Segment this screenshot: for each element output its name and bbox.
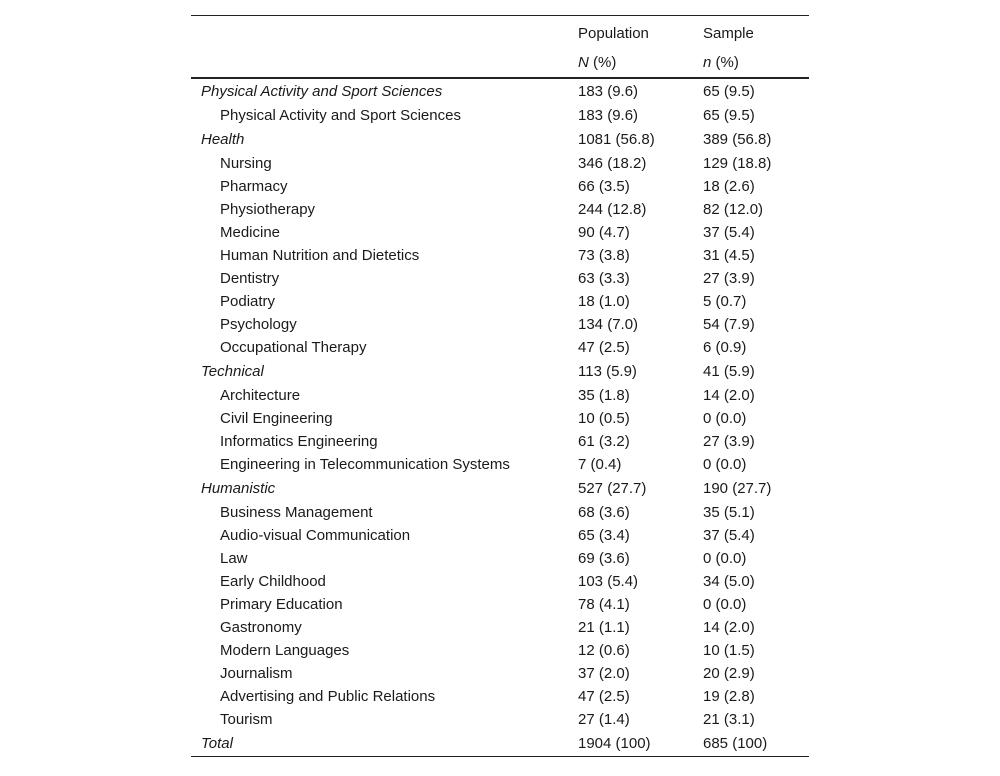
row-label: Tourism (220, 711, 273, 728)
row-sample: 20 (2.9) (703, 665, 755, 682)
row-population: 47 (2.5) (578, 688, 630, 705)
row-population: 90 (4.7) (578, 224, 630, 241)
row-label: Journalism (220, 665, 293, 682)
row-label: Physical Activity and Sport Sciences (220, 107, 461, 124)
row-population: 68 (3.6) (578, 504, 630, 521)
row-sample: 35 (5.1) (703, 504, 755, 521)
total-population: 1904 (100) (568, 731, 693, 757)
table-row (191, 616, 809, 639)
row-label: Early Childhood (220, 573, 326, 590)
header-sample: Sample (703, 24, 754, 42)
table-row (191, 313, 809, 336)
table-row (191, 152, 809, 175)
sample-percent-label: (%) (711, 54, 739, 71)
group-population: 1081 (56.8) (578, 131, 655, 148)
population-n-symbol: N (578, 54, 589, 71)
row-label: Human Nutrition and Dietetics (220, 247, 420, 264)
group-sample: 190 (27.7) (703, 480, 772, 497)
row-label: Pharmacy (220, 178, 288, 195)
group-label: Technical (201, 363, 264, 380)
header-empty-cell (191, 48, 568, 78)
row-sample: 14 (2.0) (703, 619, 755, 636)
table-row (191, 524, 809, 547)
group-label: Health (201, 131, 245, 148)
table-row (191, 685, 809, 708)
row-population: 35 (1.8) (578, 387, 630, 404)
group-row (191, 359, 809, 384)
row-population: 21 (1.1) (578, 619, 630, 636)
table-body (191, 78, 809, 757)
table-row (191, 221, 809, 244)
table-row (191, 175, 809, 198)
row-sample: 27 (3.9) (703, 270, 755, 287)
row-population: 244 (12.8) (578, 201, 647, 218)
row-population: 47 (2.5) (578, 339, 630, 356)
total-label: Total (191, 731, 568, 757)
table-row (191, 501, 809, 524)
total-sample: 685 (100) (693, 731, 809, 757)
row-population: 10 (0.5) (578, 410, 630, 427)
row-label: Informatics Engineering (220, 433, 378, 450)
row-population: 18 (1.0) (578, 293, 630, 310)
row-sample: 82 (12.0) (703, 201, 764, 218)
row-sample: 65 (9.5) (703, 107, 755, 124)
group-sample: 41 (5.9) (703, 363, 755, 380)
row-sample: 37 (5.4) (703, 224, 755, 241)
table-row (191, 593, 809, 616)
table-row (191, 430, 809, 453)
table-row (191, 570, 809, 593)
row-sample: 27 (3.9) (703, 433, 755, 450)
row-sample: 129 (18.8) (703, 155, 772, 172)
row-sample: 0 (0.0) (703, 596, 747, 613)
population-sample-table (191, 15, 809, 757)
table-row (191, 453, 809, 476)
row-sample: 18 (2.6) (703, 178, 755, 195)
table-row (191, 336, 809, 359)
row-population: 78 (4.1) (578, 596, 630, 613)
row-population: 134 (7.0) (578, 316, 639, 333)
header-row (191, 16, 809, 49)
row-sample: 21 (3.1) (703, 711, 755, 728)
table-row (191, 708, 809, 731)
population-percent-label: (%) (588, 54, 617, 71)
row-label: Civil Engineering (220, 410, 333, 427)
row-label: Psychology (220, 316, 297, 333)
row-label: Architecture (220, 387, 301, 404)
group-sample: 389 (56.8) (703, 131, 772, 148)
group-label: Physical Activity and Sport Sciences (201, 83, 443, 100)
table-header (191, 16, 809, 79)
group-population: 527 (27.7) (578, 480, 647, 497)
row-label: Engineering in Telecommunication Systems (220, 456, 510, 473)
row-population: 346 (18.2) (578, 155, 647, 172)
header-empty-cell (191, 16, 568, 49)
row-sample: 14 (2.0) (703, 387, 755, 404)
row-population: 103 (5.4) (578, 573, 639, 590)
row-sample: 6 (0.9) (703, 339, 747, 356)
group-row (191, 127, 809, 152)
row-population: 7 (0.4) (578, 456, 622, 473)
row-sample: 19 (2.8) (703, 688, 755, 705)
group-sample: 65 (9.5) (703, 83, 755, 100)
table-row (191, 407, 809, 430)
row-label: Occupational Therapy (220, 339, 367, 356)
header-subrow (191, 48, 809, 78)
row-label: Medicine (220, 224, 281, 241)
row-label: Podiatry (220, 293, 276, 310)
row-label: Audio-visual Communication (220, 527, 411, 544)
row-label: Nursing (220, 155, 272, 172)
row-label: Primary Education (220, 596, 343, 613)
row-label: Physiotherapy (220, 201, 316, 218)
row-sample: 0 (0.0) (703, 456, 747, 473)
table-row (191, 639, 809, 662)
table-row (191, 290, 809, 313)
row-population: 27 (1.4) (578, 711, 630, 728)
row-label: Modern Languages (220, 642, 350, 659)
table-row (191, 384, 809, 407)
row-sample: 0 (0.0) (703, 410, 747, 427)
group-row (191, 78, 809, 104)
header-population: Population (578, 24, 649, 42)
row-population: 12 (0.6) (578, 642, 630, 659)
row-sample: 31 (4.5) (703, 247, 755, 264)
header-population-unit (568, 48, 693, 78)
group-row (191, 476, 809, 501)
row-sample: 54 (7.9) (703, 316, 755, 333)
row-sample: 5 (0.7) (703, 293, 747, 310)
table-row (191, 198, 809, 221)
row-sample: 10 (1.5) (703, 642, 755, 659)
row-population: 66 (3.5) (578, 178, 630, 195)
row-population: 183 (9.6) (578, 107, 639, 124)
row-population: 37 (2.0) (578, 665, 630, 682)
table-row (191, 662, 809, 685)
row-population: 69 (3.6) (578, 550, 630, 567)
group-population: 113 (5.9) (578, 363, 637, 380)
row-sample: 37 (5.4) (703, 527, 755, 544)
row-label: Law (220, 550, 248, 567)
table-row (191, 547, 809, 570)
row-population: 73 (3.8) (578, 247, 630, 264)
row-label: Gastronomy (220, 619, 302, 636)
total-row (191, 731, 809, 757)
table-row (191, 104, 809, 127)
sample-n-symbol: n (703, 54, 712, 71)
row-population: 61 (3.2) (578, 433, 630, 450)
table-row (191, 267, 809, 290)
row-population: 63 (3.3) (578, 270, 630, 287)
row-population: 65 (3.4) (578, 527, 630, 544)
row-label: Advertising and Public Relations (220, 688, 436, 705)
row-label: Dentistry (220, 270, 280, 287)
header-sample-unit (693, 48, 809, 78)
row-sample: 0 (0.0) (703, 550, 747, 567)
row-label: Business Management (220, 504, 373, 521)
table-row (191, 244, 809, 267)
row-sample: 34 (5.0) (703, 573, 755, 590)
group-label: Humanistic (201, 480, 276, 497)
group-population: 183 (9.6) (578, 83, 639, 100)
